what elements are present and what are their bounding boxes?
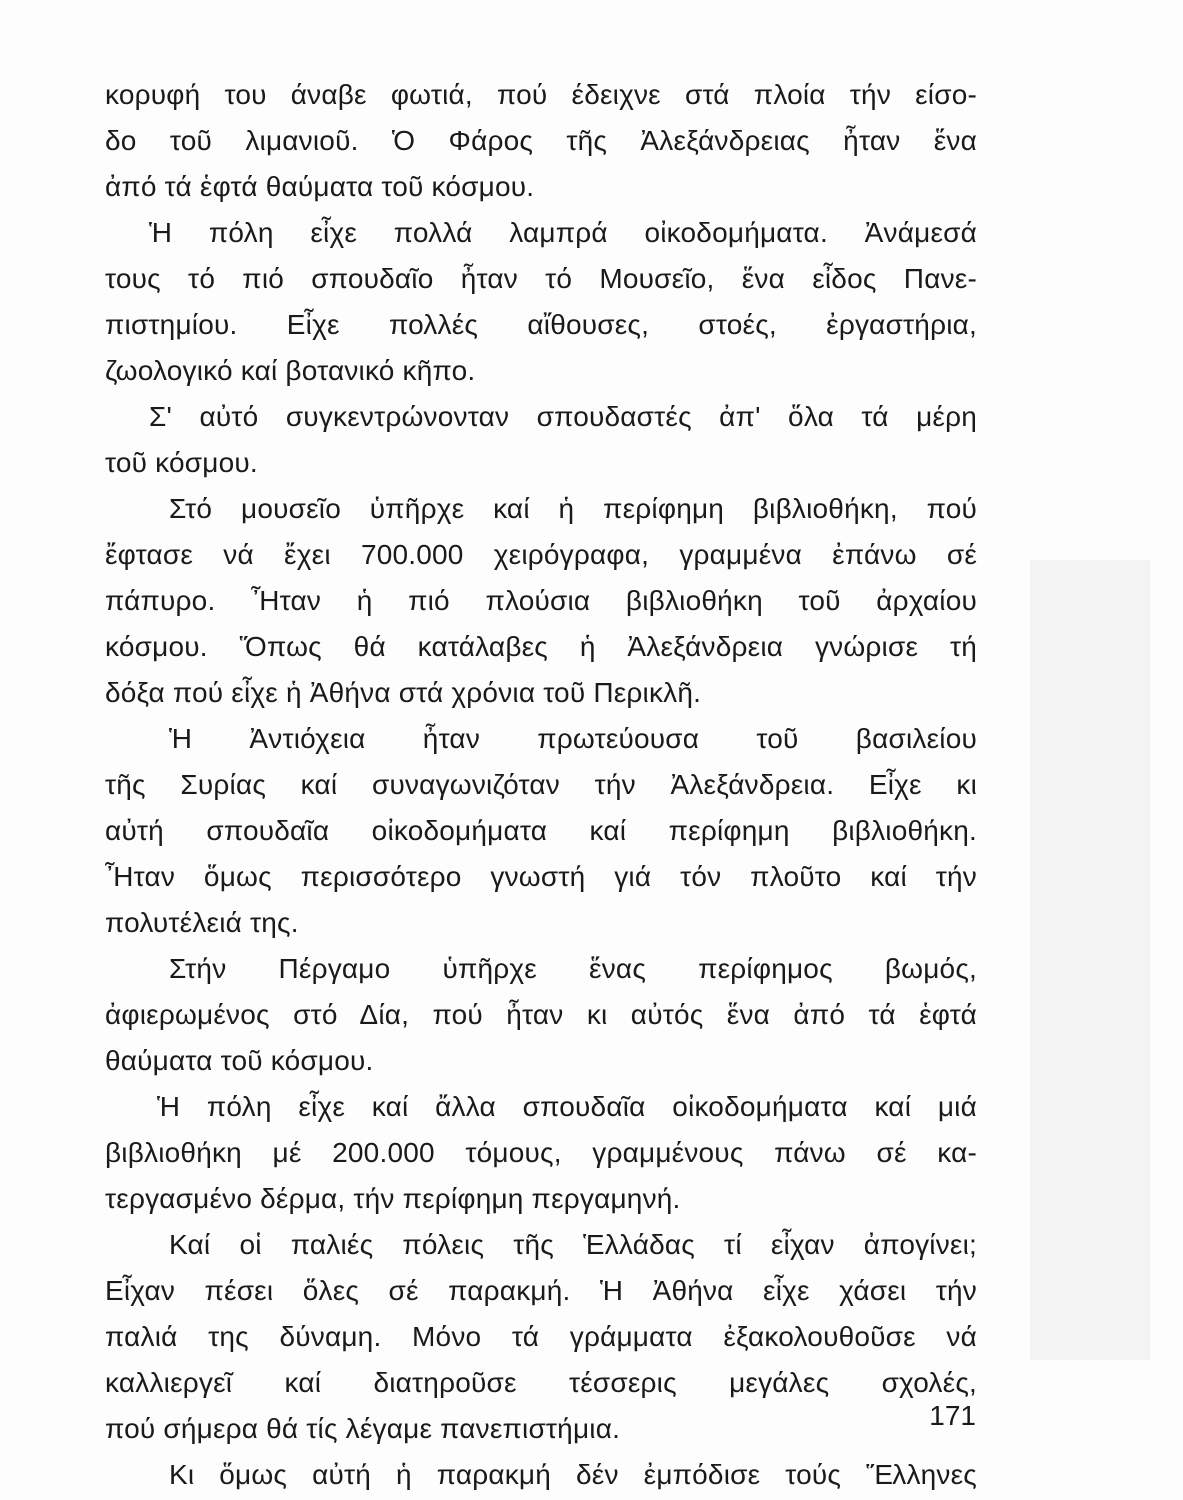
text-line: Στήν Πέργαμο ὑπῆρχε ἕνας περίφημος βωμός, <box>169 953 977 984</box>
text-line: ἔφτασε νά ἔχει 700.000 χειρόγραφα, γραμμένα ἐπάνω σέ <box>105 539 977 570</box>
text-line: βιβλιοθήκη μέ 200.000 τόμους, γραμμένους πάνω σέ κα- <box>105 1137 977 1168</box>
text-line: Ἡ πόλη εἶχε καί ἄλλα σπουδαῖα οἰκοδομήματα καί μιά <box>157 1091 977 1122</box>
text-line: Ἦταν ὅμως περισσότερο γνωστή γιά τόν πλοῦτο καί τήν <box>105 861 977 892</box>
text-line: κόσμου. Ὅπως θά κατάλαβες ἡ Ἀλεξάνδρεια γνώρισε τή <box>105 631 977 662</box>
text-line: δόξα πού εἶχε ἡ Ἀθήνα στά χρόνια τοῦ Περικλῆ. <box>105 677 702 708</box>
text-line: Στό μουσεῖο ὑπῆρχε καί ἡ περίφημη βιβλιοθήκη, πού <box>169 493 977 524</box>
text-line: Εἶχαν πέσει ὅλες σέ παρακμή. Ἡ Ἀθήνα εἶχε χάσει τήν <box>105 1275 977 1306</box>
text-line: κορυφή του άναβε φωτιά, πού έδειχνε στά πλοία τήν είσο- <box>105 79 977 110</box>
text-line: θαύματα τοῦ κόσμου. <box>105 1045 374 1076</box>
text-line: Ἡ Ἀντιόχεια ἦταν πρωτεύουσα τοῦ βασιλείου <box>169 723 977 754</box>
text-line: αὐτή σπουδαῖα οἰκοδομήματα καί περίφημη βιβλιοθήκη. <box>105 815 977 846</box>
text-line: Κι ὅμως αὐτή ἡ παρακμή δέν ἐμπόδισε τούς Ἕλληνες <box>169 1459 977 1490</box>
page-number: 171 <box>929 1400 976 1431</box>
body-text <box>105 72 977 1498</box>
text-line: Ἡ πόλη εἶχε πολλά λαμπρά οἰκοδομήματα. Ἀνάμεσά <box>149 217 977 248</box>
text-line: ζωολογικό καί βοτανικό κῆπο. <box>105 355 476 386</box>
text-line: Καί οἱ παλιές πόλεις τῆς Ἑλλάδας τί εἶχαν ἀπογίνει; <box>169 1229 977 1260</box>
text-line: δο τοῦ λιμανιοῦ. Ὁ Φάρος τῆς Ἀλεξάνδρειας ἦταν ἕνα <box>105 125 977 156</box>
text-line: καλλιεργεῖ καί διατηροῦσε τέσσερις μεγάλες σχολές, <box>105 1367 977 1398</box>
text-line: τους τό πιό σπουδαῖο ἦταν τό Μουσεῖο, ἕνα εἶδος Πανε- <box>105 263 977 294</box>
text-line: πολυτέλειά της. <box>105 907 299 938</box>
text-line: τοῦ κόσμου. <box>105 447 258 478</box>
text-line: Σ' αὐτό συγκεντρώνονταν σπουδαστές ἀπ' ὅλα τά μέρη <box>149 401 977 432</box>
text-line: ἀπό τά ἑφτά θαύματα τοῦ κόσμου. <box>105 171 535 202</box>
text-line: τῆς Συρίας καί συναγωνιζόταν τήν Ἀλεξάνδρεια. Εἶχε κι <box>105 769 977 800</box>
text-line: πού σήμερα θά τίς λέγαμε πανεπιστήμια. <box>105 1413 621 1444</box>
text-line: ἀφιερωμένος στό Δία, πού ἦταν κι αὐτός ἕνα ἀπό τά ἑφτά <box>105 999 977 1030</box>
text-line: πιστημίου. Εἶχε πολλές αἴθουσες, στοές, ἐργαστήρια, <box>105 309 977 340</box>
text-line: τεργασμένο δέρμα, τήν περίφημη περγαμηνή. <box>105 1183 681 1214</box>
text-line: πάπυρο. Ἦταν ἡ πιό πλούσια βιβλιοθήκη τοῦ ἀρχαίου <box>105 585 977 616</box>
show-through-shadow <box>1030 560 1150 1360</box>
text-line: παλιά της δύναμη. Μόνο τά γράμματα ἐξακολουθοῦσε νά <box>105 1321 977 1352</box>
